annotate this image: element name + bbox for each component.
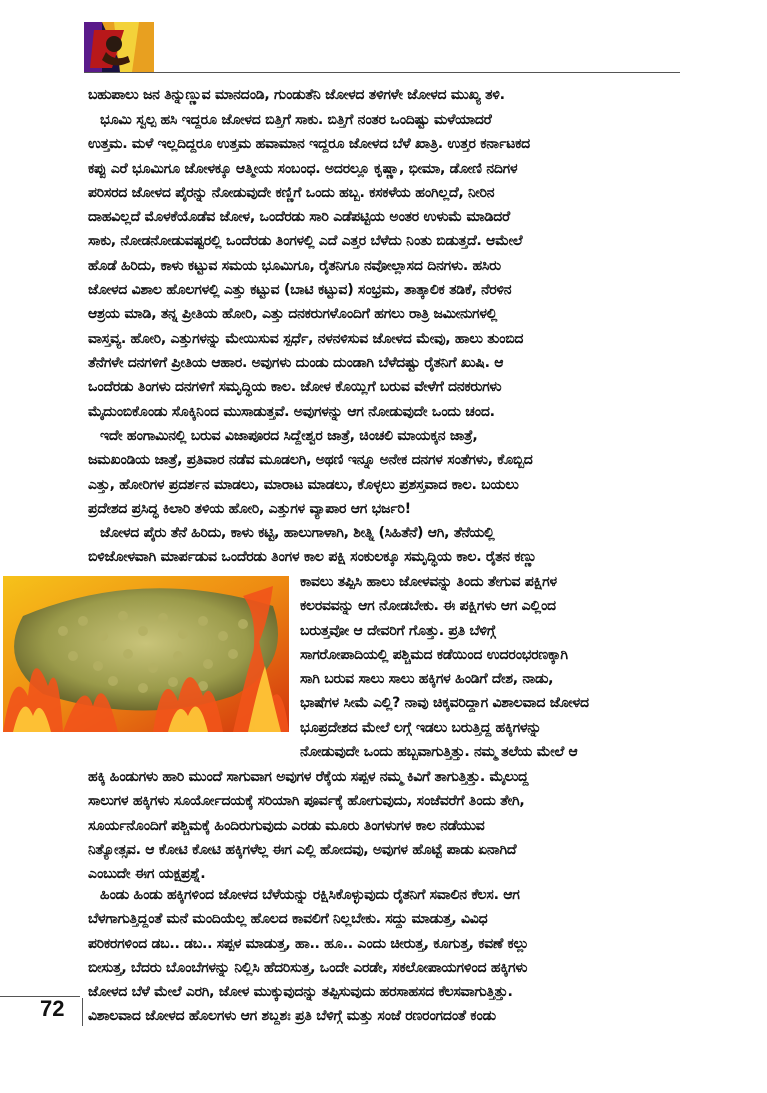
- text-line: ಬಹುಪಾಲು ಜನ ತಿನ್ನುಣ್ಣುವ ಮಾನದಂಡಿ, ಗುಂಡುತೆನಿ ಜೋಳದ ತಳಿಗಳೇ ಜೋಳದ ಮುಖ್ಯ ತಳಿ.: [88, 87, 505, 103]
- text-line: ಒಂದೆರಡು ತಿಂಗಳು ದನಗಳಿಗೆ ಸಮೃದ್ಧಿಯ ಕಾಲ. ಜೋಳ ಕೊಯ್ಲಿಗೆ ಬರುವ ವೇಳೆಗೆ ದನಕರುಗಳು: [88, 379, 502, 396]
- header-rule: [84, 72, 680, 73]
- text-line: ನೋಡುವುದೇ ಒಂದು ಹಬ್ಬವಾಗುತ್ತಿತ್ತು. ನಮ್ಮ ತಲೆಯ ಮೇಲೆ ಆ: [300, 744, 578, 761]
- text-line: ವಾಸ್ತವ್ಯ. ಹೋರಿ, ಎತ್ತುಗಳನ್ನು ಮೇಯಿಸುವ ಸ್ಪರ್ಧೆ, ನಳನಳಿಸುವ ಜೋಳದ ಮೇವು, ಹಾಲು ತುಂಬಿದ: [88, 330, 524, 347]
- text-line: ಎಂಬುದೇ ಈಗ ಯಕ್ಷಪ್ರಶ್ನೆ.: [88, 866, 206, 883]
- text-line: ಪರಿಸರದ ಜೋಳದ ಪೈರನ್ನು ನೋಡುವುದೇ ಕಣ್ಣಿಗೆ ಒಂದು ಹಬ್ಬ. ಕಸಕಳೆಯ ಹಂಗಿಲ್ಲದೆ, ನೀರಿನ: [88, 184, 495, 201]
- paragraph-6: [88, 765, 680, 886]
- text-line: ಭಾಷೆಗಳ ಸೀಮೆ ಎಲ್ಲಿ? ನಾವು ಚಿಕ್ಕವರಿದ್ದಾಗ ವಿಶಾಲವಾದ ಜೋಳದ: [300, 695, 589, 712]
- text-line: ಎತ್ತು, ಹೋರಿಗಳ ಪ್ರದರ್ಶನ ಮಾಡಲು, ಮಾರಾಟ ಮಾಡಲು, ಕೊಳ್ಳಲು ಪ್ರಶಸ್ತವಾದ ಕಾಲ. ಬಯಲು: [88, 476, 519, 493]
- text-line: ಸಾಗರೋಪಾದಿಯಲ್ಲಿ ಪಶ್ಚಿಮದ ಕಡೆಯಿಂದ ಉದರಂಭರಣಕ್ಕಾಗಿ: [300, 646, 568, 663]
- text-line: ತೆನೆಗಳೇ ದನಗಳಿಗೆ ಪ್ರೀತಿಯ ಆಹಾರ. ಅವುಗಳು ದುಂಡು ದುಂಡಾಗಿ ಬೆಳೆದಷ್ಟು ರೈತನಿಗೆ ಖುಷಿ. ಆ: [88, 354, 504, 371]
- text-line: ಕಪ್ಪು ಎರೆ ಭೂಮಿಗೂ ಜೋಳಕ್ಕೂ ಆತ್ಮೀಯ ಸಂಬಂಧ. ಅದರಲ್ಲೂ ಕೃಷ್ಣಾ, ಭೀಮಾ, ಡೋಣಿ ನದಿಗಳ: [88, 160, 518, 177]
- text-line: ಬಿಳಿಜೋಳವಾಗಿ ಮಾರ್ಪಡುವ ಒಂದೆರಡು ತಿಂಗಳ ಕಾಲ ಪಕ್ಷಿ ಸಂಕುಲಕ್ಕೂ ಸಮೃದ್ಧಿಯ ಕಾಲ. ರೈತನ ಕಣ್ಣು: [88, 549, 537, 566]
- text-line: ಉತ್ತಮ. ಮಳೆ ಇಲ್ಲದಿದ್ದರೂ ಉತ್ತಮ ಹವಾಮಾನ ಇದ್ದರೂ ಜೋಳದ ಬೆಳೆ ಖಾತ್ರಿ. ಉತ್ತರ ಕರ್ನಾಟಕದ: [88, 136, 530, 153]
- text-line: ಭೂಮಿ ಸ್ವಲ್ಪ ಹಸಿ ಇದ್ದರೂ ಜೋಳದ ಬಿತ್ತಿಗೆ ಸಾಕು. ಬಿತ್ತಿಗೆ ನಂತರ ಒಂದಿಷ್ಟು ಮಳೆಯಾದರೆ: [100, 112, 492, 128]
- text-line: ಪ್ರದೇಶದ ಪ್ರಸಿದ್ಧ ಕಿಲಾರಿ ತಳಿಯ ಹೋರಿ, ಎತ್ತುಗಳ ವ್ಯಾಪಾರ ಆಗ ಭರ್ಜರಿ!: [88, 500, 411, 517]
- text-line: ಕಲರವವನ್ನು ಆಗ ನೋಡಬೇಕು. ಈ ಪಕ್ಷಿಗಳು ಆಗ ಎಲ್ಲಿಂದ: [300, 598, 556, 615]
- paragraph-3: [88, 424, 680, 521]
- text-line: ಜೋಳದ ಪೈರು ತೆನೆ ಹಿರಿದು, ಕಾಳು ಕಟ್ಟಿ, ಹಾಲುಗಾಳಾಗಿ, ಶೀತ್ನಿ (ಸಿಹಿತೆನೆ) ಆಗಿ, ತೆನೆಯಲ್ಲಿ: [100, 525, 495, 541]
- text-line: ಜೋಳದ ವಿಶಾಲ ಹೊಲಗಳಲ್ಲಿ ಎತ್ತು ಕಟ್ಟುವ (ಬಾಟಿ ಕಟ್ಟುವ) ಸಂಭ್ರಮ, ತಾತ್ಕಾಲಿಕ ತಡಿಕೆ, ನೆರಳಿನ: [88, 282, 512, 299]
- text-line: ಹಿಂಡು ಹಿಂಡು ಹಕ್ಕಿಗಳಿಂದ ಜೋಳದ ಬೆಳೆಯನ್ನು ರಕ್ಷಿಸಿಕೊಳ್ಳುವುದು ರೈತನಿಗೆ ಸವಾಲಿನ ಕೆಲಸ. ಆಗ: [100, 887, 520, 903]
- paragraph-1: [88, 83, 680, 107]
- text-line: ಬೆಳಗಾಗುತ್ತಿದ್ದಂತೆ ಮನೆ ಮಂದಿಯೆಲ್ಲ ಹೊಲದ ಕಾವಲಿಗೆ ನಿಲ್ಲಬೇಕು. ಸದ್ದು ಮಾಡುತ್ತ, ವಿವಿಧ: [88, 911, 488, 928]
- text-line: ಜೋಳದ ಬೆಳೆ ಮೇಲೆ ಎರಗಿ, ಜೋಳ ಮುಕ್ಕುವುದನ್ನು ತಪ್ಪಿಸುವುದು ಹರಸಾಹಸದ ಕೆಲಸವಾಗುತ್ತಿತ್ತು.: [88, 984, 513, 1001]
- text-line: ದಾಹವಿಲ್ಲದೆ ಮೊಳಕೆಯೊಡೆವ ಜೋಳ, ಒಂದೆರಡು ಸಾರಿ ಎಡೆಪಟ್ಟಿಯ ಅಂತರ ಉಳುಮೆ ಮಾಡಿದರೆ: [88, 209, 510, 226]
- paragraph-2: [88, 108, 680, 424]
- text-line: ಸಾಕು, ನೋಡನೋಡುವಷ್ಟರಲ್ಲಿ ಒಂದೆರಡು ತಿಂಗಳಲ್ಲಿ ಎದೆ ಎತ್ತರ ಬೆಳೆದು ನಿಂತು ಬಿಡುತ್ತದೆ. ಆಮೇಲೆ: [88, 233, 523, 250]
- text-line: ಬರುತ್ತವೋ ಆ ದೇವರಿಗೆ ಗೊತ್ತು. ಪ್ರತಿ ಬೆಳಿಗ್ಗೆ: [300, 622, 496, 639]
- text-line: ಭೂಪ್ರದೇಶದ ಮೇಲೆ ಲಗ್ಗೆ ಇಡಲು ಬರುತ್ತಿದ್ದ ಹಕ್ಕಿಗಳನ್ನು: [300, 719, 542, 736]
- magazine-logo: [84, 22, 154, 72]
- text-line: ನಿತ್ಯೋತ್ಸವ. ಆ ಕೋಟಿ ಕೋಟಿ ಹಕ್ಕಿಗಳೆಲ್ಲ ಈಗ ಎಲ್ಲಿ ಹೋದವು, ಅವುಗಳ ಹೊಟ್ಟೆ ಪಾಡು ಏನಾಗಿದೆ: [88, 841, 517, 858]
- paragraph-5: [300, 570, 680, 764]
- paragraph-4: [88, 521, 680, 570]
- text-line: ಇದೇ ಹಂಗಾಮಿನಲ್ಲಿ ಬರುವ ವಿಜಾಪೂರದ ಸಿದ್ದೇಶ್ವರ ಜಾತ್ರೆ, ಚಿಂಚಲಿ ಮಾಯಕ್ಕನ ಜಾತ್ರೆ,: [100, 428, 478, 444]
- text-line: ಹಕ್ಕಿ ಹಿಂಡುಗಳು ಹಾರಿ ಮುಂದೆ ಸಾಗುವಾಗ ಅವುಗಳ ರೆಕ್ಕೆಯ ಸಪ್ಪಳ ನಮ್ಮ ಕಿವಿಗೆ ತಾಗುತ್ತಿತ್ತು. ಮೈಲುದ್ದ: [88, 769, 529, 785]
- page-number-divider: [82, 998, 83, 1026]
- text-line: ಪರಿಕರಗಳಿಂದ ಡಬ.. ಡಬ.. ಸಪ್ಪಳ ಮಾಡುತ್ತ, ಹಾ.. ಹೂ.. ಎಂದು ಚೀರುತ್ತ, ಕೂಗುತ್ತ, ಕವಣೆ ಕಲ್ಲು: [88, 935, 529, 952]
- text-line: ಕಾವಲು ತಪ್ಪಿಸಿ ಹಾಲು ಜೋಳವನ್ನು ತಿಂದು ತೇಗುವ ಪಕ್ಷಿಗಳ: [300, 574, 557, 590]
- text-line: ಹೊಡೆ ಹಿರಿದು, ಕಾಳು ಕಟ್ಟುವ ಸಮಯ ಭೂಮಿಗೂ, ರೈತನಿಗೂ ನವೋಲ್ಲಾಸದ ದಿನಗಳು. ಹಸಿರು: [88, 257, 501, 274]
- text-line: ಸಾಗಿ ಬರುವ ಸಾಲು ಸಾಲು ಹಕ್ಕಿಗಳ ಹಿಂಡಿಗೆ ದೇಶ, ನಾಡು,: [300, 671, 554, 688]
- page-number: 72: [40, 996, 65, 1021]
- text-line: ವಿಶಾಲವಾದ ಜೋಳದ ಹೊಲಗಳು ಆಗ ಶಬ್ದಶಃ ಪ್ರತಿ ಬೆಳಿಗ್ಗೆ ಮತ್ತು ಸಂಜೆ ರಣರಂಗದಂತೆ ಕಂಡು: [88, 1008, 496, 1025]
- text-line: ಬೀಸುತ್ತ, ಬೆದರು ಬೊಂಬೆಗಳನ್ನು ನಿಲ್ಲಿಸಿ ಹೆದರಿಸುತ್ತ, ಒಂದೇ ಎರಡೇ, ಸಕಲೋಪಾಯಗಳಿಂದ ಹಕ್ಕಿಗಳು: [88, 959, 528, 976]
- text-line: ಜಮಖಂಡಿಯ ಜಾತ್ರೆ, ಪ್ರತಿವಾರ ನಡೆವ ಮೂಡಲಗಿ, ಅಥಣಿ ಇನ್ನೂ ಅನೇಕ ದನಗಳ ಸಂತೆಗಳು, ಕೊಬ್ಬಿದ: [88, 452, 533, 469]
- text-line: ಮೈದುಂಬಿಕೊಂಡು ಸೊಕ್ಕಿನಿಂದ ಮುಸಾಡುತ್ತವೆ. ಅವುಗಳನ್ನು ಆಗ ನೋಡುವುದೇ ಒಂದು ಚಂದ.: [88, 403, 495, 420]
- text-line: ಸೂರ್ಯನೊಂದಿಗೆ ಪಶ್ಚಿಮಕ್ಕೆ ಹಿಂದಿರುಗುವುದು ಎರಡು ಮೂರು ತಿಂಗಳುಗಳ ಕಾಲ ನಡೆಯುವ: [88, 817, 485, 834]
- text-line: ಸಾಲುಗಳ ಹಕ್ಕಿಗಳು ಸೂರ್ಯೋದಯಕ್ಕೆ ಸರಿಯಾಗಿ ಪೂರ್ವಕ್ಕೆ ಹೋಗುವುದು, ಸಂಜೆವರೆಗೆ ತಿಂದು ತೇಗಿ,: [88, 793, 525, 810]
- text-line: ಆಶ್ರಯ ಮಾಡಿ, ತನ್ನ ಪ್ರೀತಿಯ ಹೋರಿ, ಎತ್ತು ದನಕರುಗಳೊಂದಿಗೆ ಹಗಲು ರಾತ್ರಿ ಜಮೀನುಗಳಲ್ಲಿ: [88, 306, 498, 323]
- burning-jowar-photo: [3, 576, 289, 732]
- paragraph-7: [88, 883, 680, 1029]
